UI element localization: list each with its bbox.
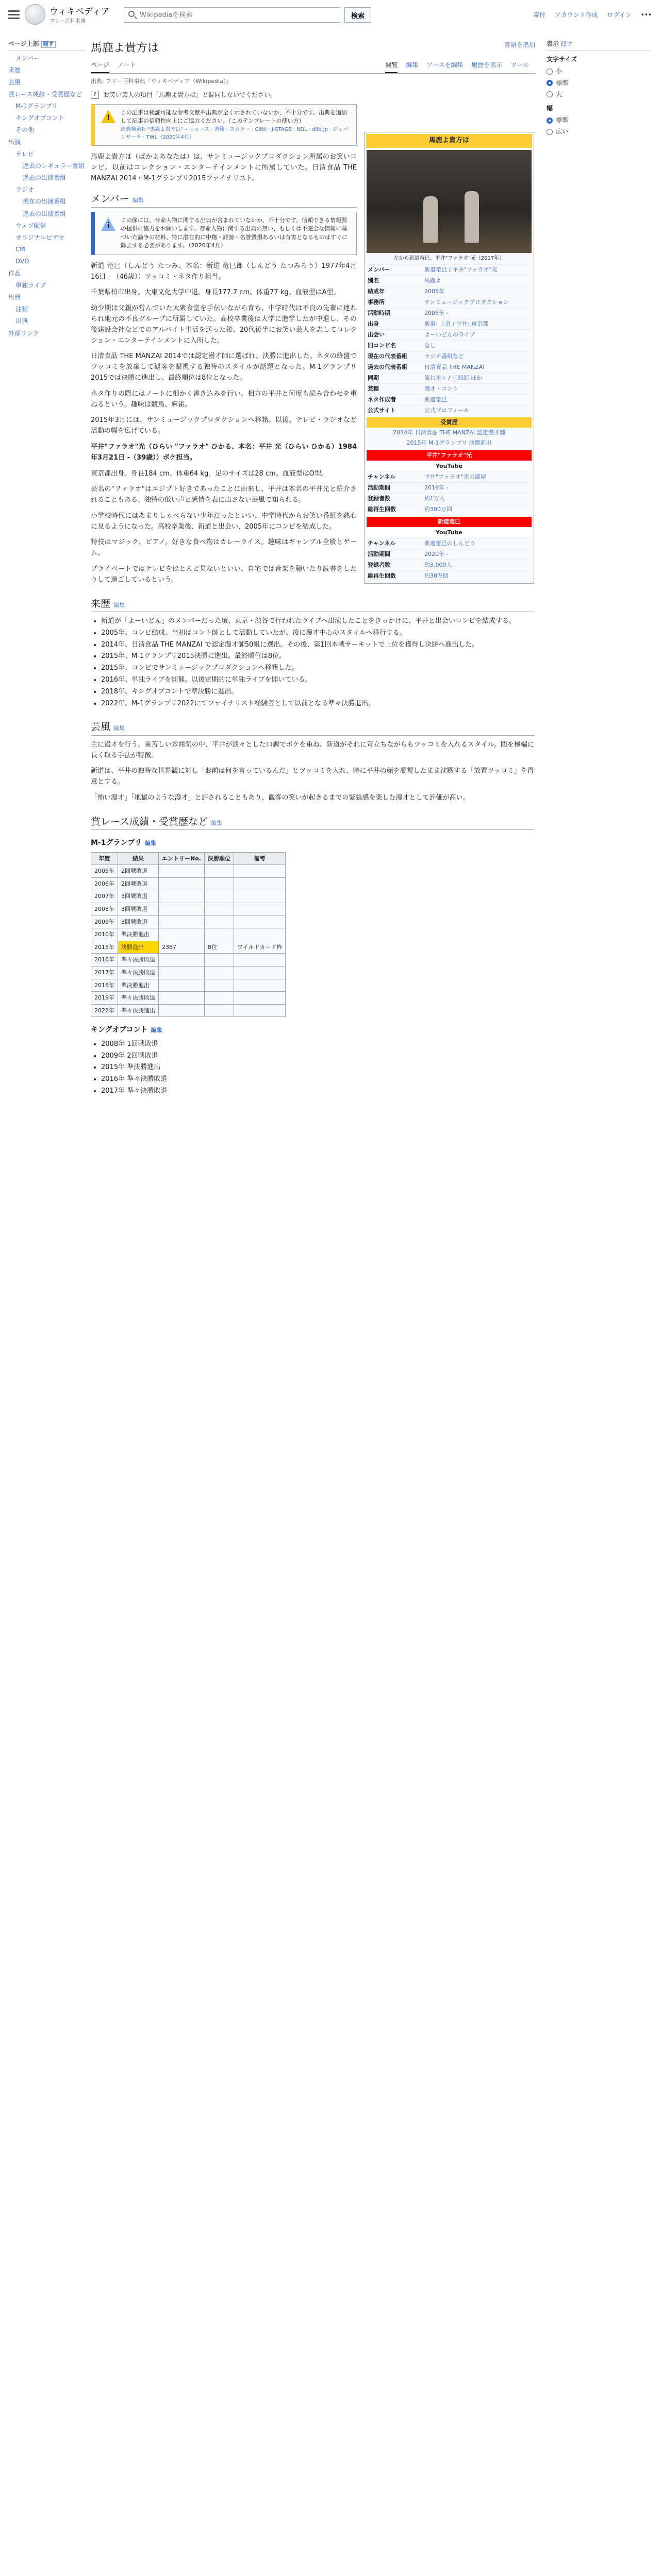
- page-title: 馬鹿よ貴方は: [91, 42, 159, 55]
- site-sub: 出典: フリー百科事典『ウィキペディア（Wikipedia）』: [91, 78, 232, 85]
- toc-item[interactable]: 作品: [8, 269, 21, 277]
- infobox-row: [367, 405, 532, 416]
- infobox-row: [367, 372, 532, 383]
- table-cell: [234, 928, 285, 941]
- lower-sections: [91, 596, 534, 1097]
- infobox-value[interactable]: サンミュージックプロダクション: [424, 299, 509, 306]
- style-paragraphs: [91, 740, 534, 804]
- table-cell: 準々決勝進出: [118, 1004, 159, 1017]
- toc-item[interactable]: M-1グランプリ: [15, 102, 58, 110]
- infobox-key: 総再生回数: [368, 505, 396, 513]
- paragraph: 東京都出身。身長184 cm、体重64 kg。足のサイズは28 cm。血液型はO型。: [91, 469, 328, 478]
- edit-link[interactable]: 編集: [113, 601, 125, 608]
- infobox-row: [367, 318, 532, 329]
- table-cell: 2022年: [91, 1004, 118, 1017]
- more-icon[interactable]: •••: [640, 11, 652, 19]
- table-cell: 3回戦敗退: [118, 903, 159, 916]
- toc-item[interactable]: DVD: [15, 258, 29, 265]
- toc-sidebar: [8, 39, 86, 340]
- yt2-sub: YouTube: [367, 527, 532, 538]
- tab-history[interactable]: 履歴を表示: [471, 61, 503, 69]
- table-cell: [234, 979, 285, 992]
- photo-caption: 左から新道竜巳、平井"ファラオ"光（2017年）: [393, 255, 505, 261]
- table-cell: [204, 865, 234, 878]
- search-input[interactable]: [124, 7, 340, 23]
- toc-item[interactable]: 外部リンク: [8, 329, 39, 337]
- wikipedia-logo[interactable]: [25, 4, 45, 25]
- toc-list: [8, 53, 86, 340]
- infobox-row: [367, 482, 532, 493]
- table-cell: [204, 966, 234, 979]
- paragraph: 小学校時代にはあまりしゃべらない少年だったといい、中学時代からお笑い番組を熱心に見るようになった。高校卒業後、新道と出会い、2005年にコンビを結成した。: [91, 512, 357, 531]
- table-cell: 2387: [159, 941, 205, 954]
- yt1-title: 平井"ファラオ"光: [367, 450, 532, 461]
- table-cell: [159, 1004, 205, 1017]
- table-cell: [159, 979, 205, 992]
- toc-item[interactable]: メンバー: [15, 55, 40, 62]
- infobox-key: 活動時期: [368, 310, 390, 317]
- table-cell: 2017年: [91, 966, 118, 979]
- infobox-value[interactable]: 流れ星☆ / 三四郎 ほか: [424, 374, 483, 381]
- table-cell: 3回戦敗退: [118, 916, 159, 928]
- list-item: • 新道が「よーいどん」のメンバーだった頃、東京・渋谷で行われたライブへ出演したことをきっかけに、平井と出会いコンビを結成する。: [101, 616, 534, 627]
- list-item: • 2022年、M-1グランプリ2022にてファイナリスト経験者として以前となる準々決勝進出。: [101, 699, 534, 709]
- paragraph: 主に漫才を行う。重苦しい雰囲気の中、平井が淡々とした口調でボケを重ね、新道がそれに苛立ちながらもツッコミを入れるスタイル。間を極端に長く取る手法が特徴。: [91, 740, 534, 759]
- yt1-rows: [367, 471, 532, 515]
- infobox-row: [367, 560, 532, 570]
- list-item: • 2009年 2回戦敗退: [101, 1051, 534, 1062]
- table-cell: [204, 992, 234, 1005]
- sources-notice: ! この記事は検証可能な参考文献や出典が全く示されていないか、不十分です。出典を追加して記事の信頼性向上にご協力ください。（このテンプレートの使い方） 出典検索?: "馬鹿よ貴方は" – ニュース · 書籍 · スカラー · CiNii · J-STAGE · NDL · dlib.jp · ジャパンサーチ · TWL（2020年4月）: [91, 104, 357, 146]
- section-heading-history: 来歴 編集: [91, 596, 534, 612]
- table-header-row: [91, 852, 286, 865]
- table-cell: 準決勝進出: [118, 979, 159, 992]
- login-link[interactable]: ログイン: [607, 11, 632, 19]
- table-row: [91, 992, 286, 1005]
- text-size-label: 文字サイズ: [547, 56, 577, 63]
- text-size-options: [547, 66, 650, 99]
- edit-link[interactable]: 編集: [132, 197, 144, 204]
- infobox-key: チャンネル: [368, 473, 396, 481]
- infobox-value[interactable]: 馬鹿よ: [424, 277, 441, 284]
- infobox-row: [367, 394, 532, 405]
- wordmark[interactable]: ウィキペディア: [49, 7, 110, 17]
- infobox-key: 旧コンビ名: [368, 342, 396, 349]
- table-cell: 2回戦敗退: [118, 877, 159, 890]
- infobox-value[interactable]: 2019年 -: [424, 484, 449, 492]
- appearance-option[interactable]: [547, 115, 650, 125]
- list-item: • 2015年、コンビでサンミュージックプロダクションへ移籍した。: [101, 663, 534, 674]
- edit-link[interactable]: 編集: [144, 840, 156, 847]
- infobox-row: [367, 538, 532, 549]
- table-row: [91, 916, 286, 928]
- infobox-key: 芸種: [368, 385, 379, 392]
- history-list: [91, 616, 534, 709]
- table-row: [91, 979, 286, 992]
- table-cell: [204, 954, 234, 967]
- infobox-row: [367, 471, 532, 482]
- table-cell: [159, 877, 205, 890]
- infobox-value[interactable]: 平井"ファラオ"光の部屋: [424, 473, 486, 481]
- toc-item[interactable]: 単独ライブ: [15, 281, 46, 289]
- table-cell: 2006年: [91, 877, 118, 890]
- appearance-option[interactable]: [547, 78, 650, 88]
- width-options: [547, 115, 650, 137]
- table-row: [91, 966, 286, 979]
- table-cell: 準々決勝敗退: [118, 992, 159, 1005]
- edit-link[interactable]: 編集: [211, 819, 223, 826]
- table-row: [91, 1004, 286, 1017]
- table-row: [91, 954, 286, 967]
- subsection-heading-m1: M-1グランプリ 編集: [91, 839, 156, 848]
- table-cell: 準々決勝敗退: [118, 966, 159, 979]
- infobox-value[interactable]: 2005年 -: [424, 310, 449, 317]
- tab-edit[interactable]: 編集: [406, 61, 419, 69]
- paragraph: 特技はマジック、ピアノ。好きな食べ物はカレーライス。趣味はギャンブル全般とゲーム。: [91, 538, 357, 557]
- list-item: • 2017年 準々決勝敗退: [101, 1086, 534, 1097]
- infobox-key: 登録者数: [368, 561, 390, 568]
- column-header: 決勝順位: [204, 852, 234, 865]
- infobox-key: 同期: [368, 374, 379, 381]
- intro-paragraph: 馬鹿よ貴方は（ばかよあなたは）は、サンミュージックプロダクション所属のお笑いコンビ。以前はコレクション・エンターテインメントに所属していた。日清食品 THE MANZAI 2014・M-1グランプリ2015ファイナリスト。: [91, 152, 357, 182]
- column-header: 年度: [91, 852, 118, 865]
- table-cell: ワイルドカード枠: [234, 941, 285, 954]
- table-cell: [159, 992, 205, 1005]
- search-icon: [128, 11, 135, 17]
- table-cell: [234, 992, 285, 1005]
- award-item[interactable]: 2015年 M-1グランプリ 決勝進出: [406, 439, 492, 447]
- table-row: [91, 890, 286, 903]
- infobox-value[interactable]: 新道: 上京 / 平井: 東京都: [424, 320, 489, 328]
- table-cell: [234, 1004, 285, 1017]
- table-cell: [234, 877, 285, 890]
- table-cell: [204, 979, 234, 992]
- column-header: 備考: [234, 852, 285, 865]
- warning-icon: [101, 110, 115, 124]
- paragraph: 「怖い漫才」「地獄のような漫才」と評されることもあり、観客の笑いが起きるまでの緊張感を楽しむ漫才として評価が高い。: [91, 794, 470, 802]
- infobox-row: [367, 329, 532, 340]
- list-item: • 2016年 準々決勝敗退: [101, 1074, 534, 1085]
- infobox-key: 結成年: [368, 288, 385, 295]
- infobox-key: 事務所: [368, 299, 385, 306]
- infobox-row: [367, 264, 532, 275]
- table-cell: 2015年: [91, 941, 118, 954]
- appearance-option[interactable]: [547, 90, 650, 99]
- yt1-sub: YouTube: [367, 461, 532, 471]
- radio-icon[interactable]: [547, 129, 553, 135]
- infobox-value[interactable]: 漫才・コント: [424, 385, 458, 392]
- toc-item[interactable]: 現在の出演番組: [23, 198, 67, 206]
- infobox-key: 出会い: [368, 331, 385, 338]
- table-cell: 決勝進出: [118, 941, 159, 954]
- table-cell: 2009年: [91, 916, 118, 928]
- infobox-value[interactable]: 新道竜巳: [424, 396, 447, 403]
- section-heading-style: 芸風 編集: [91, 719, 534, 735]
- paragraph: 千葉県柏市出身。大東文化大学中退。身長177.7 cm、体重77 kg。血液型はA型。: [91, 289, 340, 297]
- infobox-row: [367, 297, 532, 308]
- table-cell: 2回戦敗退: [118, 865, 159, 878]
- table-cell: 2018年: [91, 979, 118, 992]
- table-row: [91, 903, 286, 916]
- table-row: [91, 877, 286, 890]
- table-cell: 準々決勝敗退: [118, 954, 159, 967]
- paragraph: プライベートではテレビをほとんど見ないといい、自宅では音楽を聴いたり読書をしたりして過ごしているという。: [91, 565, 357, 584]
- blp-notice: i この節には、存命人物に関する出典が含まれていないか、不十分です。信頼できる情報源の提供に協力をお願いします。存命人物に関する出典の無い、もしくは不完全な情報に基づいた論争の材料、特に潜在的に中傷・誹謗・名誉毀損あるいは有害となるものはすぐに除去する必要があります。（2020年4月）: [91, 212, 357, 255]
- table-cell: [234, 865, 285, 878]
- infobox-rows: [367, 264, 532, 415]
- disambig-icon: ?: [91, 91, 99, 99]
- infobox-key: 公式サイト: [368, 406, 396, 414]
- infobox-value[interactable]: 新道竜巳 / 平井"ファラオ"光: [424, 266, 498, 274]
- option-label: 小: [556, 67, 562, 75]
- toc-item[interactable]: ラジオ: [15, 186, 35, 194]
- infobox-row: [367, 362, 532, 372]
- list-item: • 2016年、単独ライブを開催。以後定期的に単独ライブを開いている。: [101, 675, 534, 686]
- list-item: • 2005年、コンビ結成。当初はコント師として活動していたが、後に漫才中心のスタイルへ移行する。: [101, 628, 534, 639]
- toc-hide-button[interactable]: 隠す: [41, 41, 56, 48]
- infobox-key: メンバー: [368, 266, 390, 274]
- table-cell: 2007年: [91, 890, 118, 903]
- award-item[interactable]: 2014年 日清食品 THE MANZAI 認定漫才師: [393, 429, 505, 436]
- infobox-value[interactable]: 2005年: [424, 288, 444, 295]
- table-cell: 2016年: [91, 954, 118, 967]
- toc-item[interactable]: ウェブ配信: [15, 222, 46, 229]
- infobox-value[interactable]: よーいどんのライブ: [424, 331, 475, 338]
- info-icon: [101, 217, 115, 232]
- infobox-value[interactable]: 公式プロフィール: [424, 406, 469, 414]
- toc-item[interactable]: その他: [15, 126, 35, 134]
- member2-paragraphs: [91, 469, 357, 586]
- languages-button[interactable]: 言語を追加: [504, 41, 535, 48]
- table-cell: [204, 1004, 234, 1017]
- table-cell: [159, 928, 205, 941]
- toc-item[interactable]: オリジナルビデオ: [15, 234, 65, 241]
- toc-item[interactable]: 過去の出演番組: [23, 174, 67, 182]
- column-header: エントリーNo.: [159, 852, 205, 865]
- infobox-row: [367, 493, 532, 504]
- table-cell: 2010年: [91, 928, 118, 941]
- toc-item[interactable]: 芸風: [8, 78, 21, 86]
- tagline: フリー百科事典: [49, 19, 86, 24]
- infobox-row: [367, 286, 532, 297]
- infobox-value[interactable]: 約300万回: [424, 505, 452, 513]
- option-label: 広い: [556, 128, 569, 135]
- create-account-link[interactable]: アカウント作成: [554, 11, 598, 19]
- paragraph: 2015年3月には、サンミュージックプロダクションへ移籍。以後、テレビ・ラジオなど活動の幅を広げている。: [91, 416, 357, 435]
- infobox-row: [367, 275, 532, 286]
- appearance-option[interactable]: [547, 66, 650, 76]
- infobox-key: 登録者数: [368, 495, 390, 502]
- duo-photo[interactable]: [367, 150, 532, 253]
- user-links: [526, 10, 652, 20]
- member-paragraphs: [91, 261, 357, 437]
- list-item: • 2015年、M-1グランプリ2015決勝に進出。最終順位は8位。: [101, 651, 534, 662]
- tab-tools[interactable]: ツール: [510, 61, 529, 69]
- infobox-awards: [367, 428, 532, 448]
- table-cell: [234, 916, 285, 928]
- infobox-key: 活動期間: [368, 550, 390, 557]
- infobox-row: [367, 383, 532, 394]
- table-row: [91, 865, 286, 878]
- option-label: 大: [556, 90, 562, 98]
- toc-item[interactable]: CM: [15, 246, 25, 253]
- toc-item[interactable]: 出典: [15, 317, 28, 325]
- infobox-row: [367, 504, 532, 515]
- toc-item[interactable]: 出演: [8, 138, 21, 146]
- radio-icon[interactable]: [547, 69, 553, 75]
- toc-item[interactable]: 注釈: [15, 306, 28, 313]
- table-cell: [159, 966, 205, 979]
- radio-icon[interactable]: [547, 91, 553, 97]
- infobox-value[interactable]: 2020年 -: [424, 550, 449, 557]
- infobox-key: チャンネル: [368, 539, 396, 547]
- table-cell: [234, 966, 285, 979]
- option-label: 標準: [556, 79, 569, 87]
- table-cell: [234, 954, 285, 967]
- appearance-option[interactable]: [547, 127, 650, 137]
- table-cell: [234, 903, 285, 916]
- section-heading-member: メンバー 編集: [91, 191, 357, 207]
- paragraph: 日清食品 THE MANZAI 2014では認定漫才師に選ばれ、決勝に進出した。ネタの終盤でツッコミを放棄して観客を凝視する独特のスタイルが話題となった。M-1グランプリ2015では決勝に進出し、最終順位は8位となった。: [91, 352, 357, 382]
- member2-lead: 平井"ファラオ"光（ひらい "ファラオ" ひかる、本名：平井 光（ひらい ひかる）1984年3月21日 -（39歳））ボケ担当。: [91, 443, 357, 462]
- awards-title: 受賞歴: [367, 417, 532, 428]
- infobox-key: 別名: [368, 277, 379, 284]
- toc-item[interactable]: 来歴: [8, 66, 21, 74]
- table-cell: 8位: [204, 941, 234, 954]
- toc-item[interactable]: テレビ: [15, 150, 34, 158]
- tab-page[interactable]: ページ: [91, 60, 109, 73]
- yt2-title: 新道竜巳: [367, 517, 532, 527]
- search-button[interactable]: 検索: [344, 7, 371, 23]
- hatnote: ? お笑い芸人の項目「馬鹿よ貴方は」と混同しないでください。: [91, 90, 357, 100]
- toc-item[interactable]: 出典: [8, 293, 21, 301]
- toc-item[interactable]: 賞レース成績・受賞歴など: [8, 90, 82, 98]
- infobox-value[interactable]: 約3,000人: [424, 561, 452, 568]
- main-menu-icon[interactable]: [8, 10, 20, 20]
- infobox-value[interactable]: 日清食品 THE MANZAI: [424, 363, 485, 370]
- column-header: 結果: [118, 852, 159, 865]
- table-cell: [159, 890, 205, 903]
- donate-link[interactable]: 寄付: [533, 11, 545, 19]
- toc-item[interactable]: 過去のレギュラー番組: [23, 162, 85, 170]
- table-cell: [159, 903, 205, 916]
- table-cell: [204, 877, 234, 890]
- table-cell: 2005年: [91, 865, 118, 878]
- table-cell: [159, 865, 205, 878]
- paragraph: ネタ作りの際にはノートに細かく書き込みを行い、相方の平井と何度も読み合わせを重ねるという。趣味は競馬、麻雀。: [91, 389, 357, 409]
- article-body: [91, 90, 357, 586]
- table-cell: [159, 916, 205, 928]
- site-header: [0, 0, 662, 33]
- edit-link[interactable]: 編集: [151, 1027, 162, 1034]
- m1-results-table: [91, 852, 286, 1018]
- table-cell: [204, 890, 234, 903]
- table-cell: 3回戦敗退: [118, 890, 159, 903]
- table-cell: 準決勝進出: [118, 928, 159, 941]
- edit-link[interactable]: 編集: [113, 725, 125, 732]
- appearance-hide-button[interactable]: 隠す: [561, 41, 573, 47]
- infobox-key: ネタ作成者: [368, 396, 396, 403]
- radio-icon[interactable]: [547, 80, 553, 86]
- infobox-title: 馬鹿よ貴方は: [366, 134, 532, 148]
- table-cell: [204, 903, 234, 916]
- option-label: 標準: [556, 116, 569, 124]
- section-heading-awards: 賞レース成績・受賞歴など 編集: [91, 814, 534, 830]
- infobox-key: 過去の代表番組: [368, 363, 407, 370]
- infobox-key: 出身: [368, 320, 379, 328]
- search-form: [124, 7, 392, 23]
- table-row: [91, 941, 286, 954]
- tab-talk[interactable]: ノート: [117, 61, 136, 69]
- paragraph: 幼少期は父親が営んでいた大衆食堂を手伝いながら育ち、中学時代は不良の先輩に連れられ地元の不良グループに所属していた。高校卒業後は大学に進学したが中退し、その後建設会社などでのアルバイト生活を送った後、20代後半にお笑い芸人を志してコレクション・エンターテインメントに入所した。: [91, 304, 357, 345]
- appearance-panel: [547, 39, 650, 139]
- paragraph: 新道 竜巳（しんどう たつみ、本名：新道 竜巳郎（しんどう たつみろう）1977年4月16日 - （46歳））ツッコミ・ネタ作り担当。: [91, 262, 357, 281]
- table-cell: [204, 928, 234, 941]
- yt2-rows: [367, 538, 532, 581]
- infobox-value[interactable]: ラジオ番組など: [424, 352, 464, 360]
- infobox-row: [367, 549, 532, 560]
- list-item: • 2014年、日清食品 THE MANZAI で認定漫才師50組に選出。その後、第1回本戦サーキットで上位を獲得し決勝へ進出した。: [101, 640, 534, 651]
- page-tabs: [91, 60, 535, 74]
- infobox-value[interactable]: なし: [424, 342, 436, 349]
- paragraph: 芸名の"ファラオ"はエジプト好きであったことに由来し、平井は本名の平井光と紹介されることもある。独特の低い声と感情を表に出さない芸風で知られる。: [91, 485, 357, 504]
- table-cell: 2008年: [91, 903, 118, 916]
- list-item: • 2018年、キングオブコントで準決勝に進出。: [101, 687, 534, 698]
- source-search-links[interactable]: 出典検索?: "馬鹿よ貴方は" – ニュース · 書籍 · スカラー · CiNii · J-STAGE · NDL · dlib.jp · ジャパンサーチ · TWL（2020年4月）: [121, 126, 349, 140]
- table-cell: [204, 916, 234, 928]
- infobox-row: [367, 340, 532, 351]
- appearance-title: 表示 隠す: [547, 39, 650, 50]
- toc-item[interactable]: キングオブコント: [15, 114, 64, 122]
- infobox-row: [367, 308, 532, 318]
- infobox-row: [367, 570, 532, 581]
- infobox-value[interactable]: 新道竜巳のしんどう: [424, 539, 475, 547]
- infobox-value[interactable]: 約30万回: [424, 572, 449, 579]
- list-item: • 2015年 準決勝進出: [101, 1062, 534, 1073]
- tab-edit-source[interactable]: ソースを編集: [426, 61, 464, 69]
- koc-list: [91, 1039, 534, 1097]
- table-row: [91, 928, 286, 941]
- table-cell: 2019年: [91, 992, 118, 1005]
- infobox-row: [367, 351, 532, 362]
- toc-item[interactable]: 過去の出演番組: [23, 210, 67, 217]
- infobox-key: 総再生回数: [368, 572, 396, 579]
- infobox: [364, 132, 534, 584]
- list-item: • 2008年 1回戦敗退: [101, 1039, 534, 1050]
- width-label: 幅: [547, 104, 553, 112]
- infobox-key: 活動期間: [368, 484, 390, 492]
- infobox-key: 現在の代表番組: [368, 352, 407, 360]
- radio-icon[interactable]: [547, 117, 553, 124]
- table-cell: [234, 890, 285, 903]
- tab-read[interactable]: 閲覧: [385, 60, 398, 73]
- toc-title: ページ上部 隠す: [8, 39, 86, 50]
- subsection-heading-koc: キングオブコント 編集: [91, 1026, 162, 1035]
- infobox-value[interactable]: 約1万人: [424, 495, 445, 502]
- table-cell: [159, 954, 205, 967]
- paragraph: 新道は、平井の独特な世界観に対し「お前は何を言っているんだ」とツッコミを入れ、時に平井の顔を凝視したまま沈黙する「放置ツッコミ」を得意とする。: [91, 767, 534, 786]
- main-content: [91, 33, 535, 1102]
